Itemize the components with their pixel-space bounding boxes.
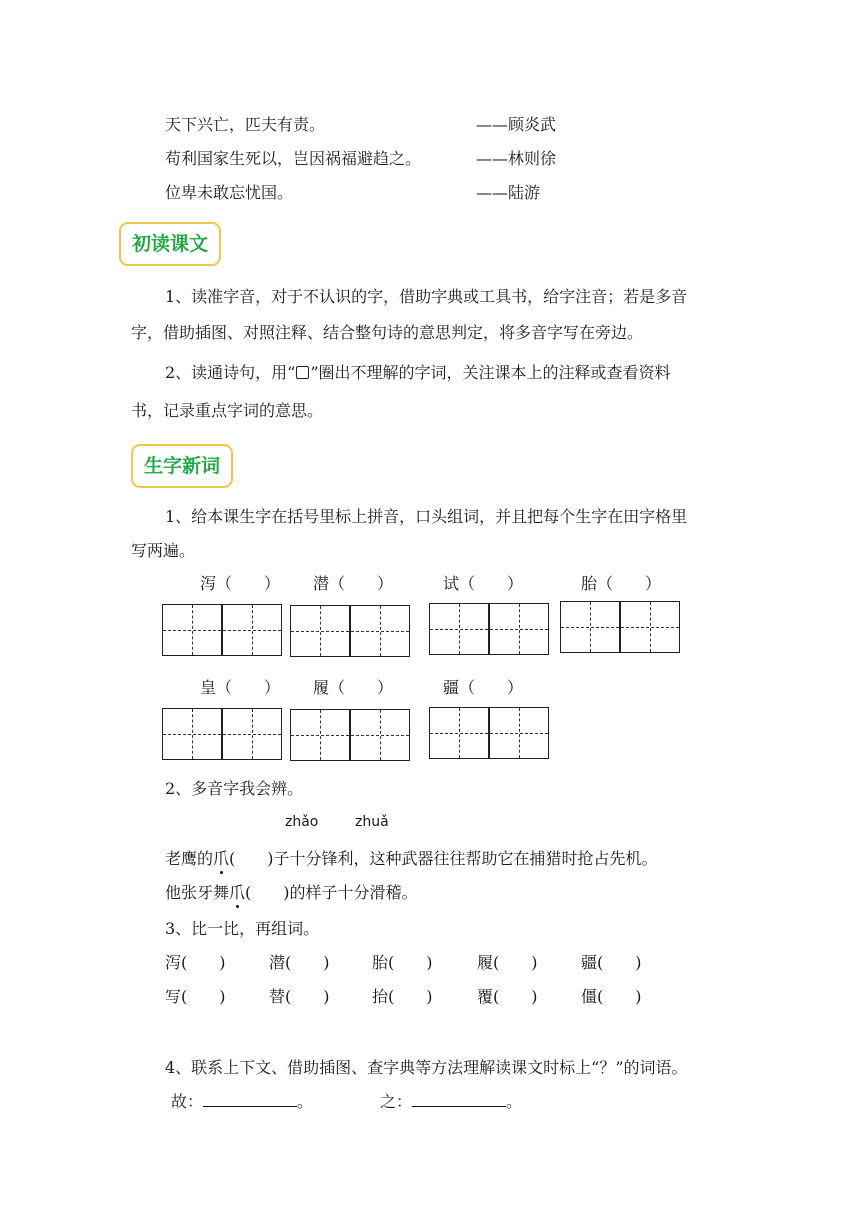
pinyin-zhao: zhǎo [285,814,319,830]
char-label-xie: 泻（ ） [200,574,281,593]
question-2-title: 2、多音字我会辨。 [165,779,304,798]
char-label-shi: 试（ ） [443,574,524,593]
zhi-answer-blank[interactable] [412,1092,506,1107]
square-box-icon [296,366,309,379]
compare-xie-2: 写( ) [165,987,226,1006]
char-label-tai: 胎（ ） [581,574,662,593]
polyphone-sentence-1 [165,846,658,869]
quote-text-3: 位卑未敢忘忧国。 [165,183,294,202]
compare-tai-2: 抬( ) [372,987,433,1006]
sentence-1-before: 老鹰的 [165,849,214,868]
instruction-2-line-1 [165,360,671,383]
compare-jiang: 疆( ) [581,953,642,972]
polyphone-char-2: 爪 [229,880,245,903]
char-label-huang: 皇（ ） [200,678,281,697]
zhi-label: 之： [380,1092,413,1111]
polyphone-sentence-2 [165,880,418,903]
compare-xie: 泻( ) [165,953,226,972]
compare-qian: 潜( ) [269,953,330,972]
char-label-qian: 潜（ ） [313,574,394,593]
sentence-2-after: ( )的样子十分滑稽。 [245,883,418,902]
compare-tai: 胎( ) [372,953,433,972]
writing-grid-lv[interactable] [290,709,411,761]
writing-grid-jiang[interactable] [429,707,550,759]
compare-ti: 替( ) [269,987,330,1006]
quote-text-1: 天下兴亡，匹夫有责。 [165,115,326,134]
section-heading-new-words: 生字新词 [131,444,233,488]
writing-grid-tai[interactable] [560,601,681,653]
compare-jiang-2: 僵( ) [581,987,642,1006]
char-label-jiang: 疆（ ） [443,678,524,697]
quote-author-2: ——林则徐 [476,149,557,168]
writing-grid-shi[interactable] [429,603,550,655]
writing-grid-xie[interactable] [162,604,283,656]
answer-zhi [380,1089,522,1112]
answer-gu [171,1089,313,1112]
instruction-2-line-2: 书，记录重点字词的意思。 [131,401,324,420]
sentence-2-before: 他张牙舞 [165,883,230,902]
instruction-2-text-a: 2、读通诗句，用“ [165,363,296,382]
quote-text-2: 苟利国家生死以，岂因祸福避趋之。 [165,149,422,168]
gu-label: 故： [171,1092,204,1111]
section-heading-first-reading: 初读课文 [119,222,221,266]
sentence-1-after: ( )子十分锋利，这种武器往往帮助它在捕猎时抢占先机。 [229,849,658,868]
zhi-end-mark: 。 [506,1092,523,1111]
question-4-title: 4、联系上下文、借助插图、查字典等方法理解读课文时标上“？”的词语。 [165,1058,688,1077]
quote-author-3: ——陆游 [476,183,541,202]
instruction-1-line-1: 1、读准字音，对于不认识的字，借助字典或工具书，给字注音；若是多音 [165,287,688,306]
gu-answer-blank[interactable] [203,1092,297,1107]
compare-lv: 履( ) [477,953,538,972]
question-3-title: 3、比一比，再组词。 [165,919,320,938]
writing-grid-huang[interactable] [162,708,283,760]
polyphone-char-1: 爪 [213,846,229,869]
compare-fu: 覆( ) [477,987,538,1006]
question-1-line-2: 写两遍。 [131,541,196,560]
question-1-line-1: 1、给本课生字在括号里标上拼音，口头组词，并且把每个生字在田字格里 [165,507,688,526]
quote-author-1: ——顾炎武 [476,115,557,134]
char-label-lv: 履（ ） [313,678,394,697]
gu-end-mark: 。 [297,1092,314,1111]
instruction-2-text-b: ”圈出不理解的字词，关注课本上的注释或查看资料 [310,363,671,382]
writing-grid-qian[interactable] [290,605,411,657]
pinyin-zhua: zhuǎ [355,814,389,830]
instruction-1-line-2: 字，借助插图、对照注释、结合整句诗的意思判定，将多音字写在旁边。 [131,323,644,342]
